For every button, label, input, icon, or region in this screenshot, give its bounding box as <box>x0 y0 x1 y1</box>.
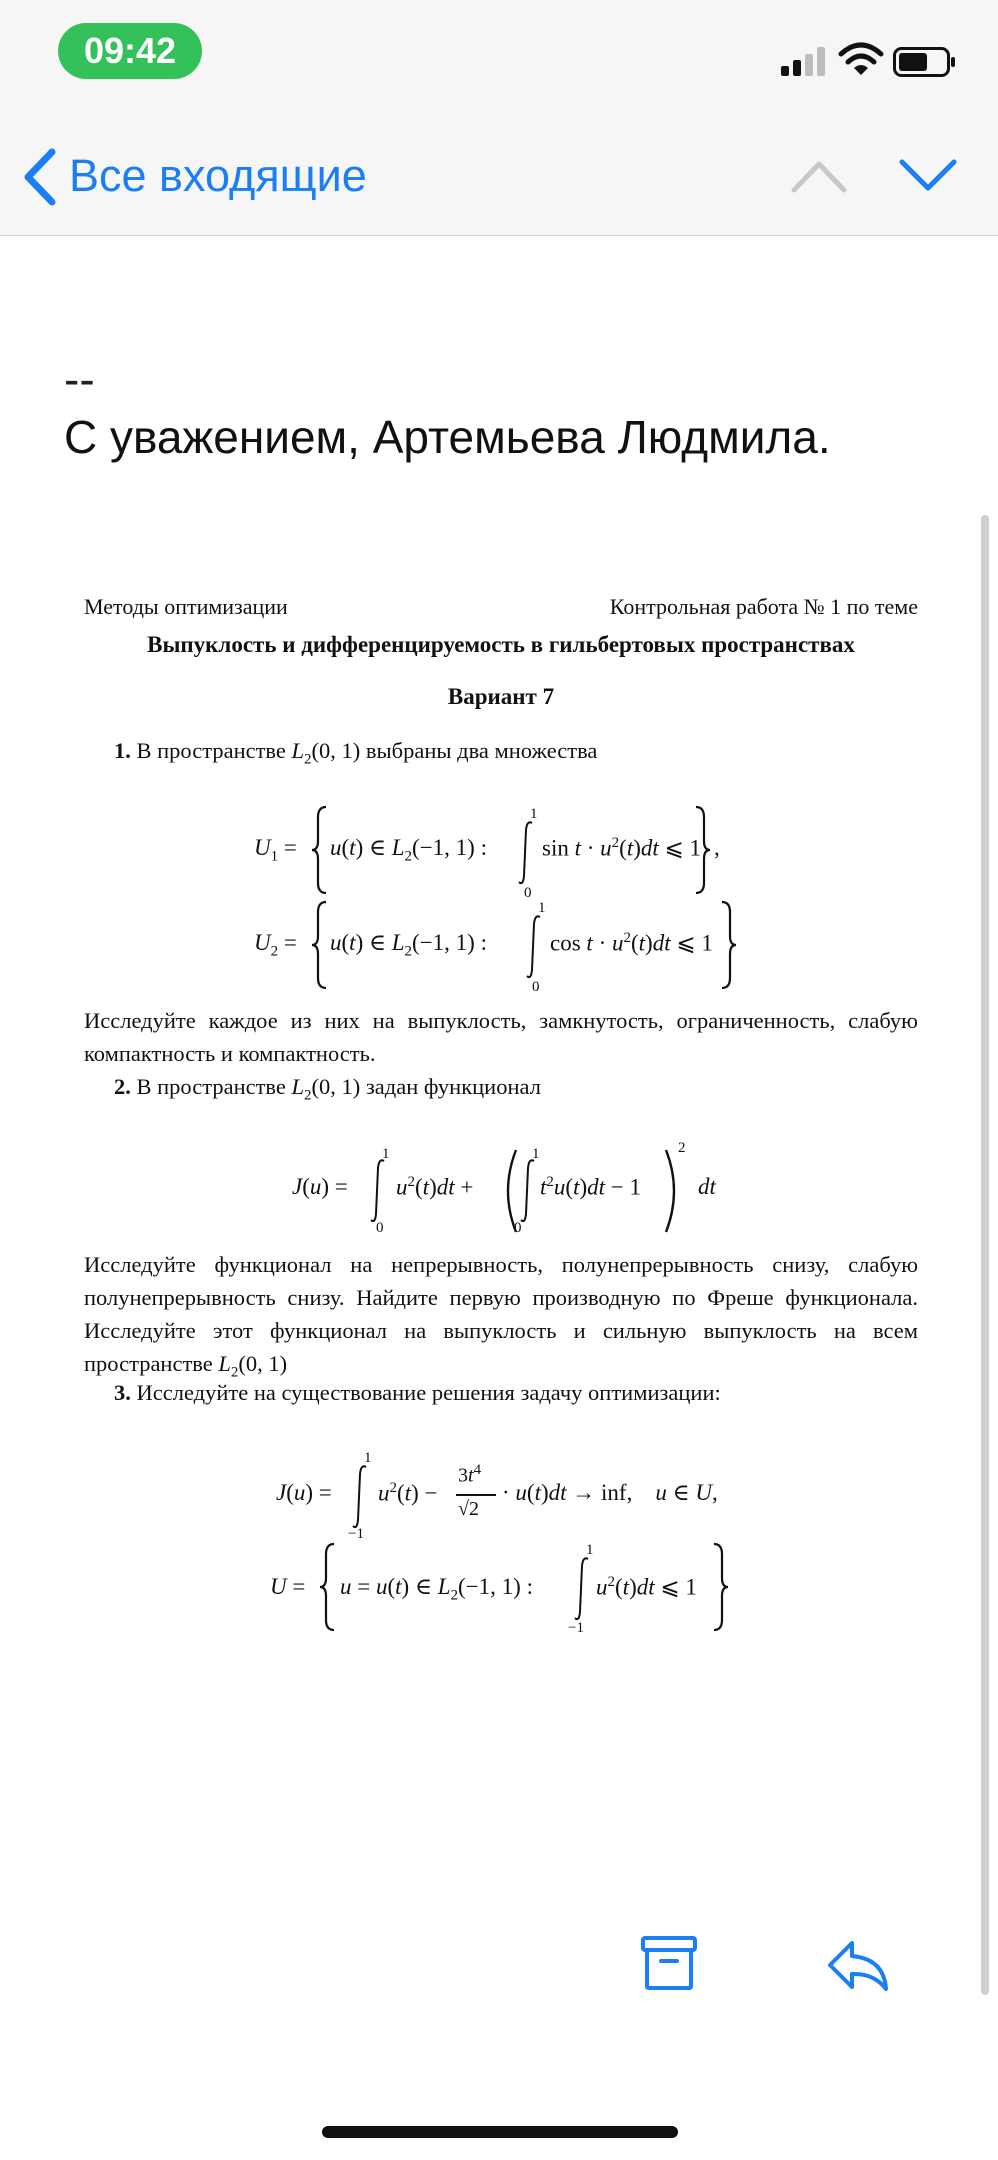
problem-text: В пространстве <box>136 738 292 763</box>
wifi-icon <box>838 42 884 78</box>
problem-1-text: Исследуйте каждое из них на выпуклость, замкнутость, ограниченность, слабую компактность и компактность. <box>84 1008 918 1066</box>
problem-3-intro: 3. Исследуйте на существование решения задачу оптимизации: <box>114 1380 721 1405</box>
back-chevron-icon[interactable] <box>22 148 58 206</box>
left-brace <box>310 805 328 895</box>
space-subscript: 2 <box>304 751 312 768</box>
variant-title: Вариант 7 <box>447 684 555 709</box>
back-button[interactable]: Все входящие <box>69 150 367 201</box>
problem-number: 1. <box>114 738 131 763</box>
archive-icon[interactable] <box>640 1935 698 1991</box>
problem-2-text: Исследуйте функционал на непрерывность, полунепрерывность снизу, слабую полунепрерывность снизу. Найдите первую производную по Фреше функционала. Исследуйте этот функционал на выпуклость и сильную выпуклость на всем пространстве $L_2(0$, 1) <box>84 1252 918 1381</box>
next-message-chevron-down-icon[interactable] <box>898 157 958 193</box>
right-brace <box>694 805 712 895</box>
problem-2-intro: 2. В пространстве $L_2(0$, 1) задан функционал <box>114 1074 541 1104</box>
battery-icon <box>893 47 957 77</box>
signature-text: С уважением, Артемьева Людмила. <box>64 411 831 463</box>
home-indicator[interactable] <box>322 2126 678 2138</box>
reply-icon[interactable] <box>826 1937 890 1993</box>
document-title: Выпуклость и дифференцируемость в гильбертовых пространствах <box>147 632 855 657</box>
signature-separator: -- <box>64 353 95 405</box>
problem-number: 3. <box>114 1380 131 1405</box>
test-name: Контрольная работа № 1 по теме <box>609 594 918 619</box>
previous-message-chevron-up-icon[interactable] <box>790 158 848 194</box>
navigation-bar <box>0 0 998 236</box>
scrollbar[interactable] <box>981 515 989 1995</box>
problem-number: 2. <box>114 1074 131 1099</box>
cellular-signal-icon <box>781 46 829 76</box>
space-argument: (0, 1) <box>311 738 361 763</box>
problem-1-intro <box>114 738 597 769</box>
status-time: 09:42 <box>58 23 202 79</box>
space-symbol: L <box>291 738 305 763</box>
problem-text: выбраны два множества <box>360 738 598 763</box>
course-name: Методы оптимизации <box>84 594 288 619</box>
